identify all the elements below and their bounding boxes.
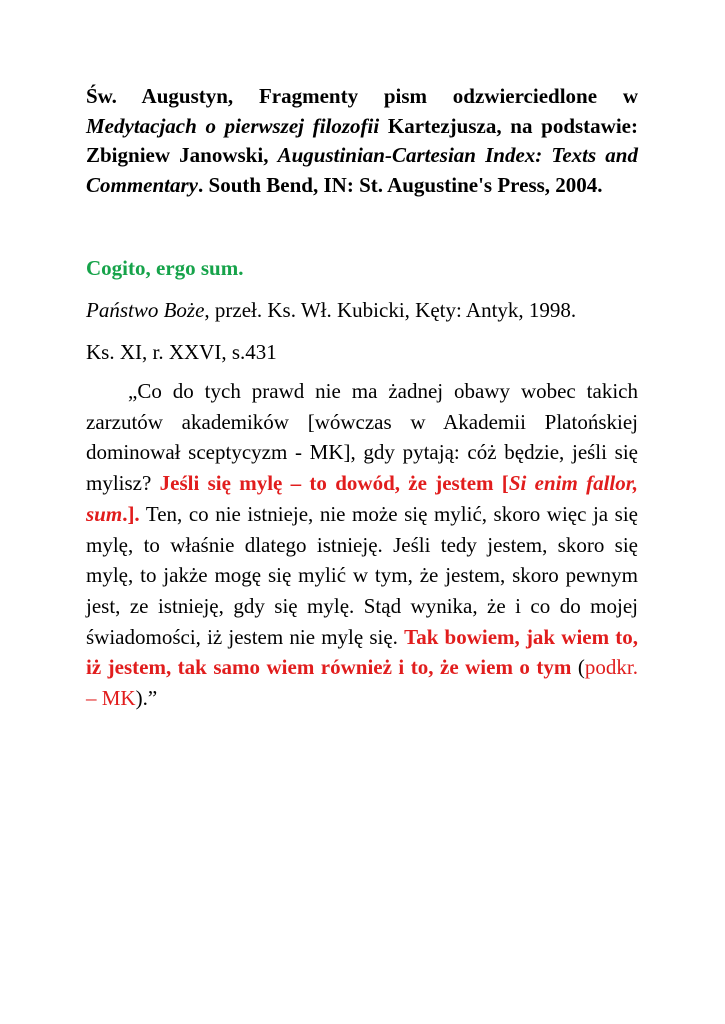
document-page (86, 82, 638, 714)
header-source-title: Augustinian-Cartesian Index: Texts and Commentary (86, 143, 638, 197)
bibliographic-header (86, 82, 638, 200)
quote-text-4: ).” (135, 686, 158, 711)
page-reference: Ks. XI, r. XXVI, s.431 (86, 340, 277, 364)
quote-emphasis-3: Tak bowiem, jak wiem to, iż jestem, tak samo wiem również i to, że wiem o tym (86, 624, 639, 680)
quote-text-1: „Co do tych prawd nie ma żadnej obawy wobec takich zarzutów akademików [wówczas w Akademii Platońskiej dominował sceptycyzm - MK], gdy pytają: cóż będzie, jeśli się mylisz? (86, 379, 638, 496)
quote-text-3: ( (571, 655, 585, 680)
quote-annotation: podkr. – MK (86, 655, 638, 711)
quote-paragraph (86, 376, 638, 714)
source-citation (86, 296, 638, 324)
quote-latin-phrase: Si enim fallor, sum (86, 471, 639, 526)
quote-emphasis-1: Jeśli się mylę – to dowód, że jestem [ (159, 471, 509, 496)
source-details: , przeł. Ks. Wł. Kubicki, Kęty: Antyk, 1998. (204, 298, 577, 322)
section-title: Cogito, ergo sum. (86, 256, 244, 280)
header-text-3: . South Bend, IN: St. Augustine's Press, 2004. (198, 172, 603, 197)
header-text-1: Św. Augustyn, Fragmenty pism odzwierciedlone w (86, 84, 638, 108)
source-book-title: Państwo Boże (86, 298, 205, 322)
header-work-title: Medytacjach o pierwszej filozofii (86, 113, 380, 138)
quote-emphasis-2: .]. (122, 501, 140, 526)
header-text-2: Kartezjusza, na podstawie: Zbigniew Janowski, (86, 113, 638, 167)
quote-text-2: Ten, co nie istnieje, nie może się mylić, skoro więc ja się mylę, to właśnie dlatego istnieję. Jeśli tedy jestem, skoro się mylę, to jakże mogę się mylić w tym, że jestem, skoro pewnym jest, ze istnieję, gdy się mylę. Stąd wynika, że i co do mojej świadomości, iż jestem nie mylę się. (86, 501, 638, 649)
